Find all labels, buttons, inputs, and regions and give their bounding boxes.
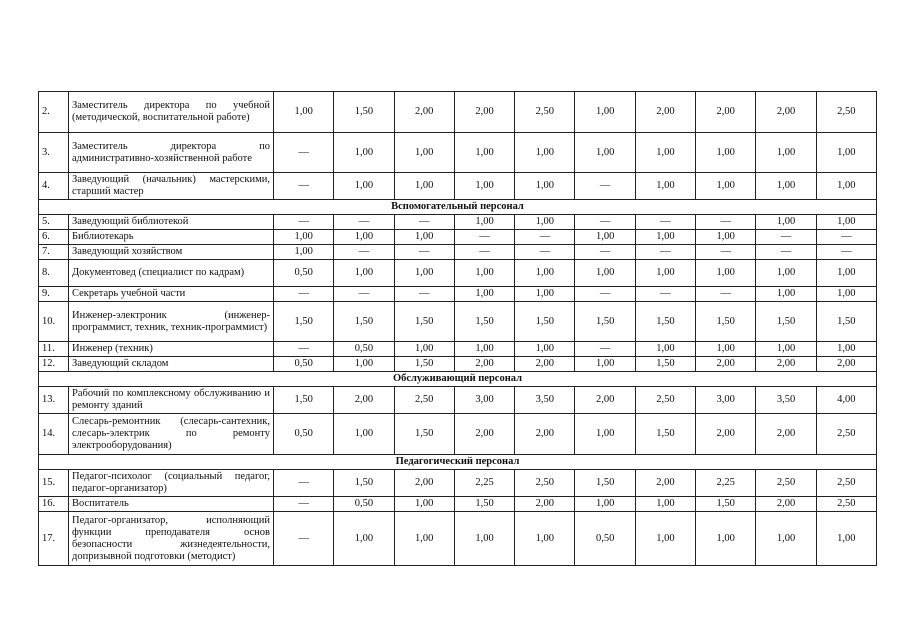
staff-rate-cell: 1,00 xyxy=(515,173,575,200)
staff-rate-cell: 2,00 xyxy=(756,92,816,133)
staff-rate-cell: 1,50 xyxy=(454,497,514,512)
table-row xyxy=(39,230,877,245)
staff-rate-cell: 2,00 xyxy=(696,357,756,372)
staff-rate-cell: 1,00 xyxy=(635,133,695,173)
staff-rate-cell: 1,00 xyxy=(816,215,876,230)
staff-rate-cell: 2,00 xyxy=(635,470,695,497)
staff-rate-cell: — xyxy=(274,470,334,497)
row-number: 7. xyxy=(39,245,69,260)
staff-rate-cell: 3,50 xyxy=(756,387,816,414)
staff-rate-cell: 4,00 xyxy=(816,387,876,414)
row-number: 10. xyxy=(39,302,69,342)
staff-rate-cell: — xyxy=(696,215,756,230)
staff-rate-cell: 1,00 xyxy=(454,173,514,200)
table-row xyxy=(39,173,877,200)
staff-rate-cell: 1,50 xyxy=(756,302,816,342)
staff-rate-cell: 1,00 xyxy=(515,287,575,302)
staff-rate-cell: 2,00 xyxy=(454,357,514,372)
staff-rate-cell: 0,50 xyxy=(334,497,394,512)
staff-rate-cell: 1,50 xyxy=(394,357,454,372)
staff-rate-cell: — xyxy=(515,245,575,260)
staff-rate-cell: — xyxy=(816,245,876,260)
position-name: Заместитель директора по административно-хозяйственной работе xyxy=(69,133,274,173)
staff-rate-cell: 1,00 xyxy=(575,230,635,245)
staff-rate-cell: 1,00 xyxy=(696,512,756,566)
staff-rate-cell: 1,00 xyxy=(696,230,756,245)
staff-rate-cell: — xyxy=(575,287,635,302)
staff-rate-cell: 3,00 xyxy=(454,387,514,414)
staff-rate-cell: 1,00 xyxy=(394,260,454,287)
staff-rate-cell: 1,00 xyxy=(334,357,394,372)
staff-rate-cell: 1,00 xyxy=(454,133,514,173)
staff-rate-cell: 1,00 xyxy=(274,230,334,245)
staff-rate-cell: — xyxy=(334,215,394,230)
staff-rate-cell: 0,50 xyxy=(334,342,394,357)
staff-rate-cell: 1,00 xyxy=(334,512,394,566)
staff-rate-cell: 1,00 xyxy=(575,414,635,455)
staff-rate-cell: 2,50 xyxy=(816,414,876,455)
staff-rate-cell: 1,50 xyxy=(394,302,454,342)
staff-rate-cell: 2,50 xyxy=(816,92,876,133)
staff-rate-cell: 1,50 xyxy=(274,387,334,414)
staff-rate-cell: 3,50 xyxy=(515,387,575,414)
position-name: Слесарь-ремонтник (слесарь-сантехник, слесарь-электрик по ремонту электрооборудования) xyxy=(69,414,274,455)
position-name: Заведующий библиотекой xyxy=(69,215,274,230)
row-number: 15. xyxy=(39,470,69,497)
staff-rate-cell: 2,00 xyxy=(756,357,816,372)
staff-rate-cell: — xyxy=(696,245,756,260)
row-number: 16. xyxy=(39,497,69,512)
section-header-row xyxy=(39,455,877,470)
section-header-row xyxy=(39,200,877,215)
staff-rate-cell: 1,00 xyxy=(756,512,816,566)
staff-rate-cell: 2,25 xyxy=(454,470,514,497)
table-row xyxy=(39,215,877,230)
row-number: 6. xyxy=(39,230,69,245)
staff-rate-cell: 2,00 xyxy=(394,470,454,497)
staff-rate-cell: 3,00 xyxy=(696,387,756,414)
position-name: Заместитель директора по учебной (методической, воспитательной работе) xyxy=(69,92,274,133)
staff-rate-cell: 1,00 xyxy=(575,497,635,512)
staff-rate-cell: — xyxy=(756,230,816,245)
staff-rate-cell: 0,50 xyxy=(274,260,334,287)
staff-rate-cell: 2,00 xyxy=(816,357,876,372)
staff-rate-cell: — xyxy=(394,287,454,302)
staff-rate-cell: 1,00 xyxy=(454,260,514,287)
staff-rate-cell: 1,50 xyxy=(274,302,334,342)
staff-rate-cell: 1,00 xyxy=(816,342,876,357)
staff-rate-cell: 1,00 xyxy=(394,133,454,173)
staff-rate-cell: 2,50 xyxy=(394,387,454,414)
staff-norms-table xyxy=(38,91,877,566)
staff-rate-cell: 1,00 xyxy=(635,512,695,566)
row-number: 5. xyxy=(39,215,69,230)
staff-rate-cell: 1,00 xyxy=(816,287,876,302)
position-name: Педагог-психолог (социальный педагог, педагог-организатор) xyxy=(69,470,274,497)
position-name: Библиотекарь xyxy=(69,230,274,245)
staff-rate-cell: 2,00 xyxy=(454,414,514,455)
section-header-row xyxy=(39,372,877,387)
staff-rate-cell: — xyxy=(635,287,695,302)
staff-rate-cell: 2,50 xyxy=(816,497,876,512)
staff-rate-cell: 1,00 xyxy=(334,173,394,200)
staff-rate-cell: 1,00 xyxy=(515,133,575,173)
staff-rate-cell: 1,00 xyxy=(334,414,394,455)
table-row xyxy=(39,245,877,260)
staff-rate-cell: 1,50 xyxy=(334,92,394,133)
staff-rate-cell: 0,50 xyxy=(274,414,334,455)
staff-rate-cell: 1,00 xyxy=(696,260,756,287)
position-name: Инженер-электроник (инженер-программист, техник, техник-программист) xyxy=(69,302,274,342)
staff-rate-cell: 1,00 xyxy=(454,287,514,302)
staff-rate-cell: 1,00 xyxy=(816,173,876,200)
table-row xyxy=(39,260,877,287)
row-number: 12. xyxy=(39,357,69,372)
staff-rate-cell: 1,00 xyxy=(635,173,695,200)
staff-rate-cell: 1,50 xyxy=(635,357,695,372)
position-name: Рабочий по комплексному обслуживанию и ремонту зданий xyxy=(69,387,274,414)
table-row xyxy=(39,342,877,357)
staff-rate-cell: — xyxy=(274,173,334,200)
staff-rate-cell: — xyxy=(274,342,334,357)
staff-rate-cell: 1,00 xyxy=(394,230,454,245)
staff-rate-cell: 1,00 xyxy=(696,173,756,200)
staff-rate-cell: 2,00 xyxy=(635,92,695,133)
staff-rate-cell: — xyxy=(454,245,514,260)
staff-rate-cell: — xyxy=(274,512,334,566)
staff-rate-cell: 2,50 xyxy=(635,387,695,414)
staff-rate-cell: — xyxy=(575,245,635,260)
row-number: 2. xyxy=(39,92,69,133)
staff-rate-cell: 1,00 xyxy=(756,287,816,302)
staff-rate-cell: — xyxy=(274,133,334,173)
staff-rate-cell: 2,00 xyxy=(334,387,394,414)
staff-rate-cell: 1,00 xyxy=(575,92,635,133)
staff-rate-cell: — xyxy=(635,245,695,260)
staff-rate-cell: 1,00 xyxy=(635,342,695,357)
table-row xyxy=(39,497,877,512)
position-name: Документовед (специалист по кадрам) xyxy=(69,260,274,287)
staff-rate-cell: 1,00 xyxy=(756,260,816,287)
staff-rate-cell: — xyxy=(274,215,334,230)
staff-rate-cell: 2,50 xyxy=(816,470,876,497)
staff-rate-cell: 1,00 xyxy=(515,215,575,230)
staff-rate-cell: 2,50 xyxy=(756,470,816,497)
staff-rate-cell: — xyxy=(334,287,394,302)
staff-rate-cell: 1,00 xyxy=(394,173,454,200)
staff-rate-cell: 1,50 xyxy=(575,470,635,497)
staff-rate-cell: 1,00 xyxy=(756,133,816,173)
staff-rate-cell: 1,00 xyxy=(575,133,635,173)
section-title: Вспомогательный персонал xyxy=(39,200,877,215)
staff-rate-cell: 1,00 xyxy=(394,497,454,512)
staff-rate-cell: 1,50 xyxy=(635,414,695,455)
staff-rate-cell: 1,00 xyxy=(515,512,575,566)
staff-rate-cell: 2,00 xyxy=(515,414,575,455)
staff-rate-cell: 2,00 xyxy=(515,357,575,372)
section-title: Обслуживающий персонал xyxy=(39,372,877,387)
staff-rate-cell: 2,00 xyxy=(394,92,454,133)
staff-rate-cell: 1,50 xyxy=(575,302,635,342)
staff-rate-cell: 1,00 xyxy=(334,133,394,173)
row-number: 8. xyxy=(39,260,69,287)
staff-rate-cell: 2,00 xyxy=(575,387,635,414)
staff-rate-cell: 2,00 xyxy=(756,497,816,512)
section-title: Педагогический персонал xyxy=(39,455,877,470)
table-row xyxy=(39,357,877,372)
staff-rate-cell: 2,00 xyxy=(756,414,816,455)
row-number: 14. xyxy=(39,414,69,455)
staff-rate-cell: 1,00 xyxy=(334,230,394,245)
staff-rate-cell: 1,50 xyxy=(635,302,695,342)
position-name: Заведующий хозяйством xyxy=(69,245,274,260)
staff-rate-cell: 1,00 xyxy=(274,245,334,260)
staff-rate-cell: — xyxy=(274,497,334,512)
staff-rate-cell: 1,50 xyxy=(696,302,756,342)
table-body xyxy=(39,92,877,566)
row-number: 11. xyxy=(39,342,69,357)
staff-rate-cell: — xyxy=(696,287,756,302)
staff-rate-cell: 1,00 xyxy=(696,342,756,357)
staff-rate-cell: 1,00 xyxy=(515,260,575,287)
staff-rate-cell: 1,00 xyxy=(696,133,756,173)
staff-rate-cell: 0,50 xyxy=(575,512,635,566)
staff-rate-cell: — xyxy=(274,287,334,302)
staff-rate-cell: 1,00 xyxy=(756,173,816,200)
staff-rate-cell: — xyxy=(394,215,454,230)
table-row xyxy=(39,302,877,342)
staff-rate-cell: 1,00 xyxy=(274,92,334,133)
staff-rate-cell: 1,50 xyxy=(334,302,394,342)
staff-rate-cell: 1,00 xyxy=(635,497,695,512)
position-name: Заведующий складом xyxy=(69,357,274,372)
table-row xyxy=(39,512,877,566)
staff-rate-cell: — xyxy=(575,215,635,230)
row-number: 4. xyxy=(39,173,69,200)
staff-rate-cell: 1,50 xyxy=(515,302,575,342)
staff-rate-cell: 1,50 xyxy=(394,414,454,455)
staff-rate-cell: 2,00 xyxy=(515,497,575,512)
staff-rate-cell: 1,00 xyxy=(454,342,514,357)
staff-rate-cell: 1,50 xyxy=(696,497,756,512)
staff-rate-cell: 1,00 xyxy=(635,260,695,287)
staff-rate-cell: 1,00 xyxy=(515,342,575,357)
staff-rate-cell: 2,00 xyxy=(454,92,514,133)
staff-rate-cell: 1,00 xyxy=(816,512,876,566)
table-row xyxy=(39,287,877,302)
staff-rate-cell: 2,25 xyxy=(696,470,756,497)
position-name: Секретарь учебной части xyxy=(69,287,274,302)
staff-rate-cell: 2,00 xyxy=(696,92,756,133)
staff-rate-cell: 1,00 xyxy=(756,342,816,357)
row-number: 9. xyxy=(39,287,69,302)
staff-rate-cell: 1,00 xyxy=(756,215,816,230)
position-name: Воспитатель xyxy=(69,497,274,512)
staff-rate-cell: 1,50 xyxy=(816,302,876,342)
table-row xyxy=(39,133,877,173)
staff-rate-cell: 1,00 xyxy=(635,230,695,245)
staff-rate-cell: 1,00 xyxy=(454,512,514,566)
staff-rate-cell: 1,50 xyxy=(454,302,514,342)
staff-rate-cell: 1,00 xyxy=(575,260,635,287)
staff-rate-cell: 1,00 xyxy=(394,512,454,566)
staff-rate-cell: — xyxy=(816,230,876,245)
staff-rate-cell: — xyxy=(454,230,514,245)
table-row xyxy=(39,387,877,414)
table-row xyxy=(39,92,877,133)
staff-rate-cell: 2,50 xyxy=(515,92,575,133)
staff-rate-cell: 2,00 xyxy=(696,414,756,455)
staff-rate-cell: 0,50 xyxy=(274,357,334,372)
staff-rate-cell: 1,00 xyxy=(394,342,454,357)
staff-rate-cell: 1,00 xyxy=(816,133,876,173)
staff-rate-cell: — xyxy=(394,245,454,260)
staff-rate-cell: — xyxy=(756,245,816,260)
row-number: 13. xyxy=(39,387,69,414)
staff-rate-cell: — xyxy=(575,342,635,357)
position-name: Заведующий (начальник) мастерскими, старший мастер xyxy=(69,173,274,200)
staff-rate-cell: — xyxy=(515,230,575,245)
staff-rate-cell: 1,00 xyxy=(334,260,394,287)
staff-rate-cell: 1,50 xyxy=(334,470,394,497)
staff-rate-cell: 1,00 xyxy=(816,260,876,287)
row-number: 17. xyxy=(39,512,69,566)
table-row xyxy=(39,414,877,455)
staff-rate-cell: 1,00 xyxy=(575,357,635,372)
staff-rate-cell: 1,00 xyxy=(454,215,514,230)
row-number: 3. xyxy=(39,133,69,173)
position-name: Педагог-организатор, исполняющий функции преподавателя основ безопасности жизнедеятельности, допризывной подготовки (методист) xyxy=(69,512,274,566)
position-name: Инженер (техник) xyxy=(69,342,274,357)
staff-rate-cell: 2,50 xyxy=(515,470,575,497)
staff-rate-cell: — xyxy=(334,245,394,260)
table-row xyxy=(39,470,877,497)
staff-rate-cell: — xyxy=(635,215,695,230)
staff-rate-cell: — xyxy=(575,173,635,200)
